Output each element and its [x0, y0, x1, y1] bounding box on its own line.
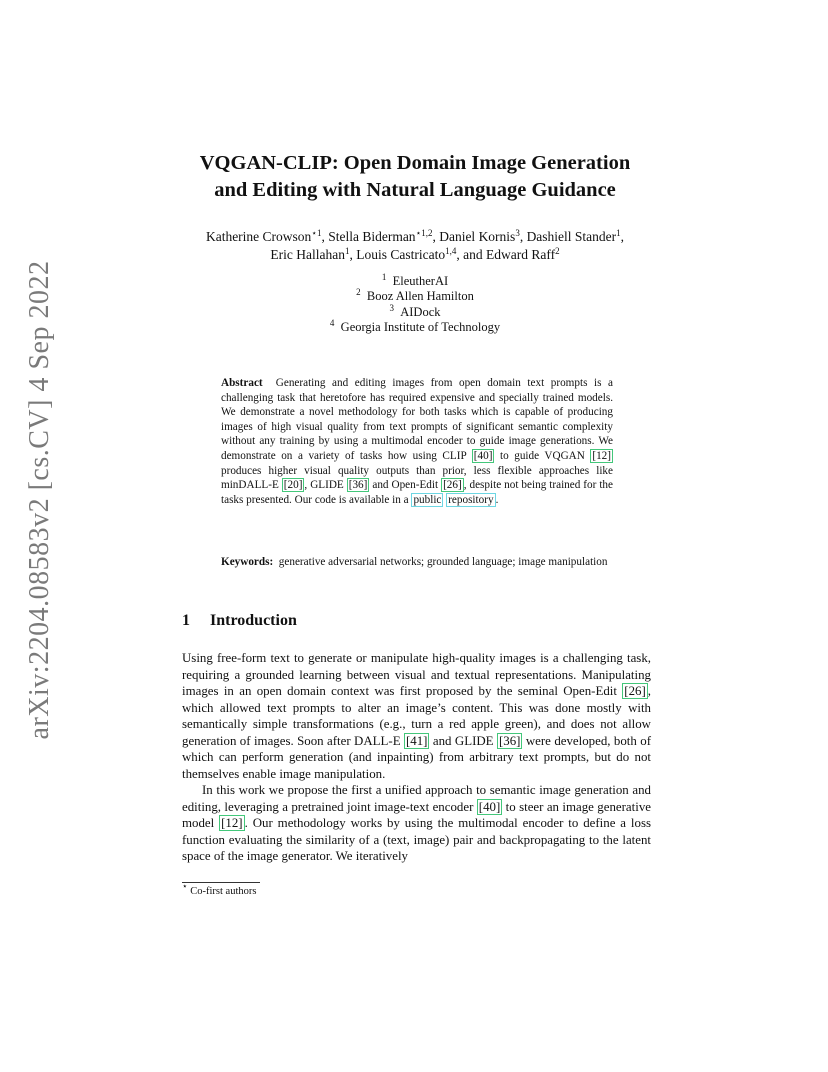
affiliation: $^2$ Booz Allen Hamilton — [356, 287, 474, 304]
repository-link[interactable]: repository — [448, 493, 494, 506]
affiliation: $^4$ Georgia Institute of Technology — [329, 317, 501, 334]
keywords-text: generative adversarial networks; grounded language; image manipulation — [278, 556, 608, 568]
citation-link[interactable]: [36] — [498, 733, 521, 748]
author-name: Stella Biderman — [328, 229, 416, 244]
paragraph: In this work we propose the first a unified approach to semantic image generation and editing, leveraging a pretrained joint image-text encoder [40] to steer an image generative model [12] . Our methodology works by using the multimodal encoder to define a loss function evaluating the similarity of a (text, image) pair and backpropagating to the latent space of the image generator. We iteratively — [182, 783, 651, 863]
author-list — [150, 228, 680, 263]
author-affil-mark: ⋆1 — [311, 228, 322, 238]
author-affil-mark: 2 — [555, 245, 560, 256]
author-affil-mark: 1 — [616, 228, 621, 238]
section-number: 1 — [182, 612, 190, 629]
author-name: Dashiell Stander — [526, 229, 617, 244]
author-affil-mark: 3 — [515, 228, 520, 238]
arxiv-stamp-text: arXiv:2204.08583v2 [cs.CV] 4 Sep 2022 — [24, 260, 55, 740]
paragraph: Using free-form text to generate or manipulate high-quality images is a challenging task, requiring a grounded learning between visual and textual representations. Manipulating images in an open domain context was first proposed by the seminal Open-Edit [26] , which allowed text prompts to alter an image’s content. This was done mostly with semantically simple transformations (e.g., turn a red apple green), and does not allow generation of images. Soon after DALL-E [41] and GLIDE [36] were developed, both of which can perform generation (and inpainting) from arbitrary text prompts, but do not themselves enable image manipulation. — [182, 651, 651, 781]
citation-link[interactable]: [12] — [221, 816, 243, 830]
author-name: Eric Hallahan — [270, 246, 345, 262]
citation-link[interactable]: [40] — [478, 799, 501, 814]
footnote-mark: ⋆ — [182, 881, 188, 891]
affiliation: $^1$ EleutherAI — [381, 272, 449, 288]
section-heading — [182, 612, 297, 630]
citation-link[interactable]: [20] — [283, 479, 303, 492]
author-line-1: Katherine Crowson$^{⋆1}$, Stella Biderman$^{⋆1,2}$, Daniel Kornis$^3$, Dashiell Stander$^1$, — [205, 228, 625, 244]
citation-link[interactable]: [26] — [624, 684, 646, 698]
introduction-body — [182, 650, 651, 865]
footnote — [182, 881, 257, 897]
paper-title — [150, 150, 680, 204]
author-affil-mark: 1 — [345, 245, 350, 256]
author-name: Katherine Crowson — [205, 229, 312, 244]
author-line-2: Eric Hallahan$^1$, Louis Castricato$^{1,4}$, and Edward Raff$^2$ — [270, 245, 560, 262]
affiliation: $^3$ AIDock — [389, 302, 441, 319]
citation-link[interactable]: [41] — [405, 733, 428, 748]
repository-link[interactable]: public — [413, 493, 442, 506]
title-line-1: VQGAN-CLIP: Open Domain Image Generation — [199, 152, 631, 174]
footnote-text: Co-first authors — [187, 886, 257, 897]
citation-link[interactable]: [12] — [592, 449, 611, 462]
title-line-2: and Editing with Natural Language Guidance — [214, 179, 616, 201]
author-name: Louis Castricato — [356, 246, 446, 262]
citation-link[interactable]: [36] — [348, 479, 368, 492]
abstract-label: Abstract — [221, 377, 263, 389]
keywords — [221, 555, 613, 570]
author-affil-mark: ⋆1,2 — [415, 228, 433, 238]
citation-link[interactable]: [40] — [473, 449, 493, 462]
author-affil-mark: 1,4 — [445, 245, 457, 256]
citation-link[interactable]: [26] — [443, 479, 462, 492]
keywords-label: Keywords: — [221, 556, 274, 568]
footnote-rule — [182, 882, 260, 883]
author-name: Edward Raff — [485, 246, 556, 262]
abstract: Abstract Generating and editing images from open domain text prompts is a challenging task that heretofore has required expensive and specially trained models. We demonstrate a novel methodology for both tasks which is capable of producing images of high visual quality from text prompts of significant semantic complexity without any training by using a multimodal encoder to guide image generations. We demonstrate on a variety of tasks how using CLIP [40] to guide VQGAN [12] produces higher visual quality outputs than prior, less flexible approaches like minDALL-E [20] , GLIDE [36] and Open-Edit [26] , despite not being trained for the tasks presented. Our code is available in a public repository . — [221, 377, 613, 506]
arxiv-stamp — [20, 260, 60, 740]
author-name: Daniel Kornis — [439, 229, 516, 244]
section-title: Introduction — [210, 612, 297, 629]
affiliation-list — [150, 274, 680, 335]
